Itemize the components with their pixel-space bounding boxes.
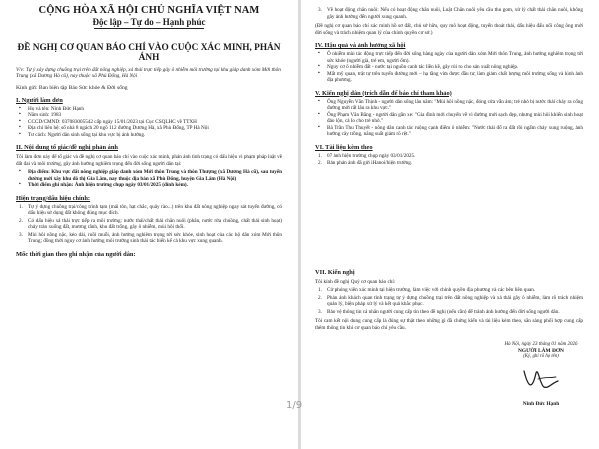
list-item: ▪ Nguy cơ ô nhiễm đất - nước tại nguồn canh tác liền kề, gây rủi ro cho sản xuất nông nghiệp. (315, 64, 583, 71)
status-list (16, 204, 282, 245)
page-indicator: 1/9 (286, 400, 303, 411)
motto-underline (94, 28, 204, 29)
verification-note: (Đề nghị cơ quan báo chí xác minh hồ sơ đất, chủ sở hữu, quy mô hoạt động, tuyến thoát thải, dấu hiệu đấu nối công ông mới đời sống và trách nhiệm quan lý của chính quyền cơ sở.) (315, 23, 583, 36)
attachments-list (315, 153, 583, 167)
national-title: CỘNG HÒA XÃ HỘI CHỦ NGHĨA VIỆT NAM (38, 5, 260, 16)
list-item: ▪ Mất mỹ quan, trật tự trên tuyến đường mới – hạ tầng vừa được đầu tư, làm giảm chất lượng môi trường sống và hình ảnh địa phương. (315, 71, 583, 84)
opinions-list (315, 99, 583, 138)
list-item: 3. Về hoạt động chăn nuôi: Nếu có hoạt động chăn nuôi, Luật Chăn nuôi yêu cầu thu gom, xử lý chất thải chăn nuôi, không gây ảnh hưởng đến người xung quanh. (318, 7, 583, 20)
list-item: ▪ Họ và tên: Ninh Đức Hạnh (16, 106, 282, 113)
list-item: 3. Bảo vệ thông tin cá nhân người cung cấp tin theo đề nghị (nếu cần) để tránh ảnh hưởng đến đời sống người dân. (318, 308, 560, 315)
section-petitioner-title: I. Người làm đơn (16, 96, 63, 104)
content-paragraph: Tôi làm đơn này để tố giác và đề nghị cơ quan báo chí vào cuộc xác minh, phản ánh tình trạng có dấu hiệu vi phạm pháp luật về đất đai và môi trường, gây ảnh hưởng nghiêm trọng đến đời sống người dân tại: (16, 154, 282, 167)
document-title: ĐỀ NGHỊ CƠ QUAN BÁO CHÍ VÀO CUỘC XÁC MINH, PHẢN ÁNH (17, 43, 281, 63)
signature-note: (Ký, ghi rõ họ tên) (523, 354, 559, 359)
signature-block (491, 342, 591, 407)
timeline-heading: Mốc thời gian theo ghi nhận của người dân: (16, 250, 136, 258)
list-item: ▪ Thời điểm ghi nhận: Ảnh hiện trường chụp ngày 03/01/2025 (đính kèm). (16, 182, 282, 189)
section-content-title: II. Nội dung tố giác/đề nghị phản ánh (16, 144, 118, 152)
list-item: 2. Bản phản ánh đã gửi iHanoi/hiện trường. (318, 160, 413, 166)
document-page-1 (0, 0, 298, 449)
recipient-line: Kính gửi: Ban biên tập Báo Sức khỏe & Đời sống (16, 84, 128, 91)
status-heading: Hiện trạng/dấu hiệu chính: (16, 194, 91, 202)
list-item: ▪ Ô nhiễm mùi tác động trực tiếp đến đời sống hàng ngày của người dân xóm Mới thôn Trung, ảnh hưởng nghiêm trọng tới sức khỏe (người già, trẻ em, người ốm). (315, 51, 583, 64)
section-opinions-title: V. Kiến nghị dân (trích dẫn để báo chí tham khảo) (315, 89, 452, 97)
petitioner-info-list (16, 106, 282, 139)
signature-role: NGƯỜI LÀM ĐƠN (518, 348, 564, 354)
list-item: ▪ Ông Nguyễn Văn Thịnh - người dân sống lâu năm: "Mùi hôi nồng nặc, đóng cửa vẫn ám; trẻ nhỏ bị nước thải chảy ra cống đường mới rất lâu ra khu vực." (315, 99, 583, 112)
requests-list (315, 287, 583, 315)
signature-date: Hà Nội, ngày 23 tháng 01 năm 2026 (504, 342, 578, 347)
section-consequences-title: IV. Hậu quả và ảnh hưởng xã hội (315, 42, 406, 49)
list-item: ▪ Năm sinh: 1983 (16, 112, 282, 119)
list-item: ▪ Địa chỉ liên hệ: số nhà 8 ngách 20 ngõ 112 đường Dương Hà, xã Phù Đổng, TP Hà Nội (16, 125, 282, 132)
handwritten-signature-icon (518, 365, 564, 395)
list-item: ▪ Bà Trần Thu Thuyết - nông dân canh tác ruộng cạnh điểm ô nhiễm: "Nước thải đổ ra đất rồi ngấm chảy xung ruộng, ảnh hưởng cây trồng, năng suất giảm rõ rệt." (315, 125, 583, 138)
requests-intro: Tôi kính đề nghị Quý cơ quan báo chí: (315, 278, 396, 285)
document-subject: V/v: Tự ý xây dựng chuồng trại trên đất nông nghiệp, xả thải trực tiếp gây ô nhiễm môi trường tại khu giáp danh xóm Mới thôn Trung (xã Dương Hà cũ), nay thuộc xã Phù Đổng, Hà Nội (16, 67, 281, 80)
national-motto: Độc lập – Tự do – Hạnh phúc (92, 17, 206, 27)
list-item: 3. Mùi hôi nồng nặc, kéo dài, ruồi muỗi, ảnh hưởng nghiêm trọng tới sức khỏe, sinh hoạt của các hộ dân xóm Mới thôn Trung; đồng thời nguy cơ ảnh hưởng môi trường sinh thái tác biến kể cả khu vực xung quanh. (19, 231, 282, 245)
section-requests-title: VII. Kiến nghị (315, 268, 355, 276)
list-item: 1. Cử phóng viên xác minh tại hiện trường, làm việc với chính quyền địa phương và các bên liên quan. (318, 287, 536, 293)
list-item: ▪ CCCD/CMND: 037083005542 cấp ngày 15/01/2023 tại Cục CSQLHC về TTXH (16, 119, 282, 126)
list-item: ▪ Địa điểm: Khu vực đất nông nghiệp giáp danh xóm Mới thôn Trung và thôn Thượng (xã Dương Hà cũ), sau tuyến đường mới xây khu đô thị Gia Lâm, nay thuộc địa bàn xã Phù Đổng, huyện Gia Lâm (Hà Nội) (16, 169, 282, 182)
location-list (16, 169, 282, 189)
consequences-list (315, 51, 583, 84)
blank-space (315, 168, 583, 263)
list-item: 1. 07 ảnh hiện trường chụp ngày 03/01/2025. (318, 152, 416, 159)
list-item: 2. Phản ánh khách quan tình trạng tự ý dựng chuồng trại trên đất nông nghiệp và xả thải gây ô nhiễm, làm rõ trách nhiệm quản lý, biện pháp xử lý và kết quả khắc phục. (318, 294, 583, 307)
list-item: 1. Tự ý dựng chuồng trại/công trình tạm (mái tôn, hạt chắc, quây rào...) trên khu đất nông nghiệp ngay sát tuyến đường, có dấu hiệu sử dụng đất không đúng mục đích. (19, 203, 282, 217)
list-item: ▪ Ông Phạm Văn Bằng - người dân gần xe: "Gia đình mới chuyển về vì đường mới sạch đẹp, nhưng mùi hôi khiến sinh hoạt đảo lộn, cả lo cho trẻ nhỏ." (315, 112, 583, 125)
section-attachments-title: VI. Tài liệu kèm theo (315, 143, 373, 151)
list-item: 2. Có dấu hiệu xả thải trực tiếp ra môi trường: nước thải/chất thải chăn nuôi (phân, nước rửa chuồng, chất thải sinh hoạt) chảy tràn xuống đất, mương rãnh, khu đất trống, gây ô nhiễm, mùi hôi thối. (19, 217, 282, 231)
legal-basis-list (315, 7, 583, 20)
signer-name: Ninh Đức Hạnh (522, 401, 560, 407)
closing-commitment: Tôi cam kết nội dung cung cấp là đúng sự thật theo những gì đã chứng kiến và tài liệu kèm theo, sẵn sàng phối hợp cung cấp thêm thông tin khi cơ quan báo chí yêu cầu. (315, 318, 583, 331)
list-item: ▪ Tư cách: Người dân sinh sống tại khu vực bị ảnh hưởng. (16, 132, 282, 139)
